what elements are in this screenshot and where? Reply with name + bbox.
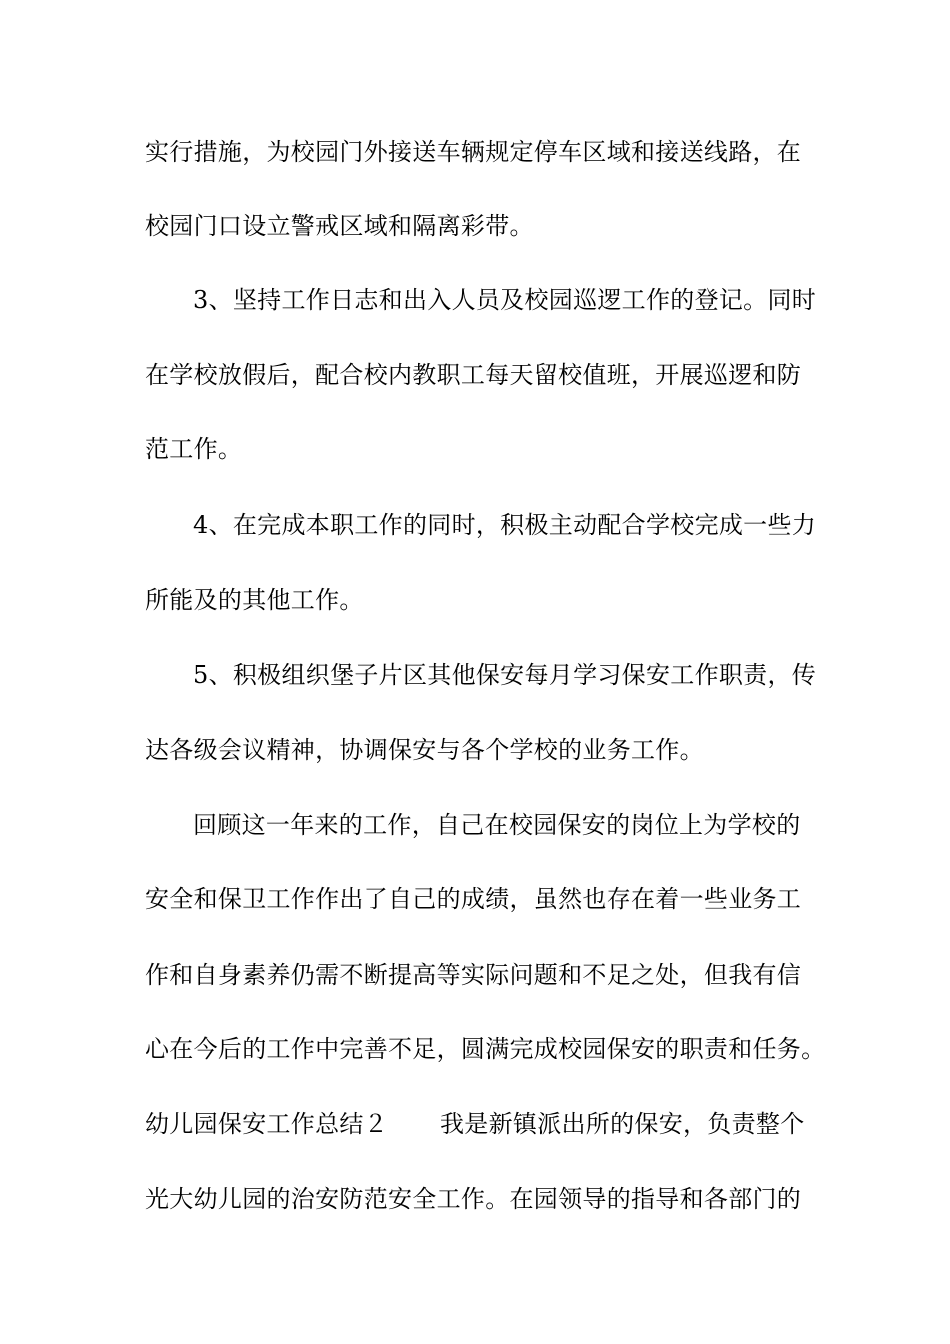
section-heading-line <box>145 1104 825 1144</box>
text-line: 达各级会议精神，协调保安与各个学校的业务工作。 <box>145 736 704 764</box>
text-line: 在学校放假后，配合校内教职工每天留校值班，开展巡逻和防 <box>145 361 802 389</box>
text-line: 作和自身素养仍需不断提高等实际问题和不足之处，但我有信 <box>145 961 802 989</box>
text-line: 校园门口设立警戒区域和隔离彩带。 <box>145 212 534 240</box>
paragraph-start-line: 回顾这一年来的工作，自己在校园保安的岗位上为学校的 <box>193 811 801 839</box>
paragraph-start-line: 4、在完成本职工作的同时，积极主动配合学校完成一些力 <box>193 511 817 539</box>
text-line: 实行措施，为校园门外接送车辆规定停车区域和接送线路，在 <box>145 138 802 166</box>
section-text: 我是新镇派出所的保安，负责整个 <box>440 1110 805 1138</box>
section-title: 幼儿园保安工作总结２ <box>145 1110 388 1138</box>
text-line: 光大幼儿园的治安防范安全工作。在园领导的指导和各部门的 <box>145 1185 802 1213</box>
text-line: 范工作。 <box>145 435 243 463</box>
paragraph-start-line: 3、坚持工作日志和出入人员及校园巡逻工作的登记。同时 <box>193 286 817 314</box>
paragraph-start-line: 5、积极组织堡子片区其他保安每月学习保安工作职责，传 <box>193 661 817 689</box>
text-line: 安全和保卫工作作出了自己的成绩，虽然也存在着一些业务工 <box>145 885 802 913</box>
text-line: 所能及的其他工作。 <box>145 586 364 614</box>
text-line: 心在今后的工作中完善不足，圆满完成校园保安的职责和任务。 <box>145 1035 825 1063</box>
